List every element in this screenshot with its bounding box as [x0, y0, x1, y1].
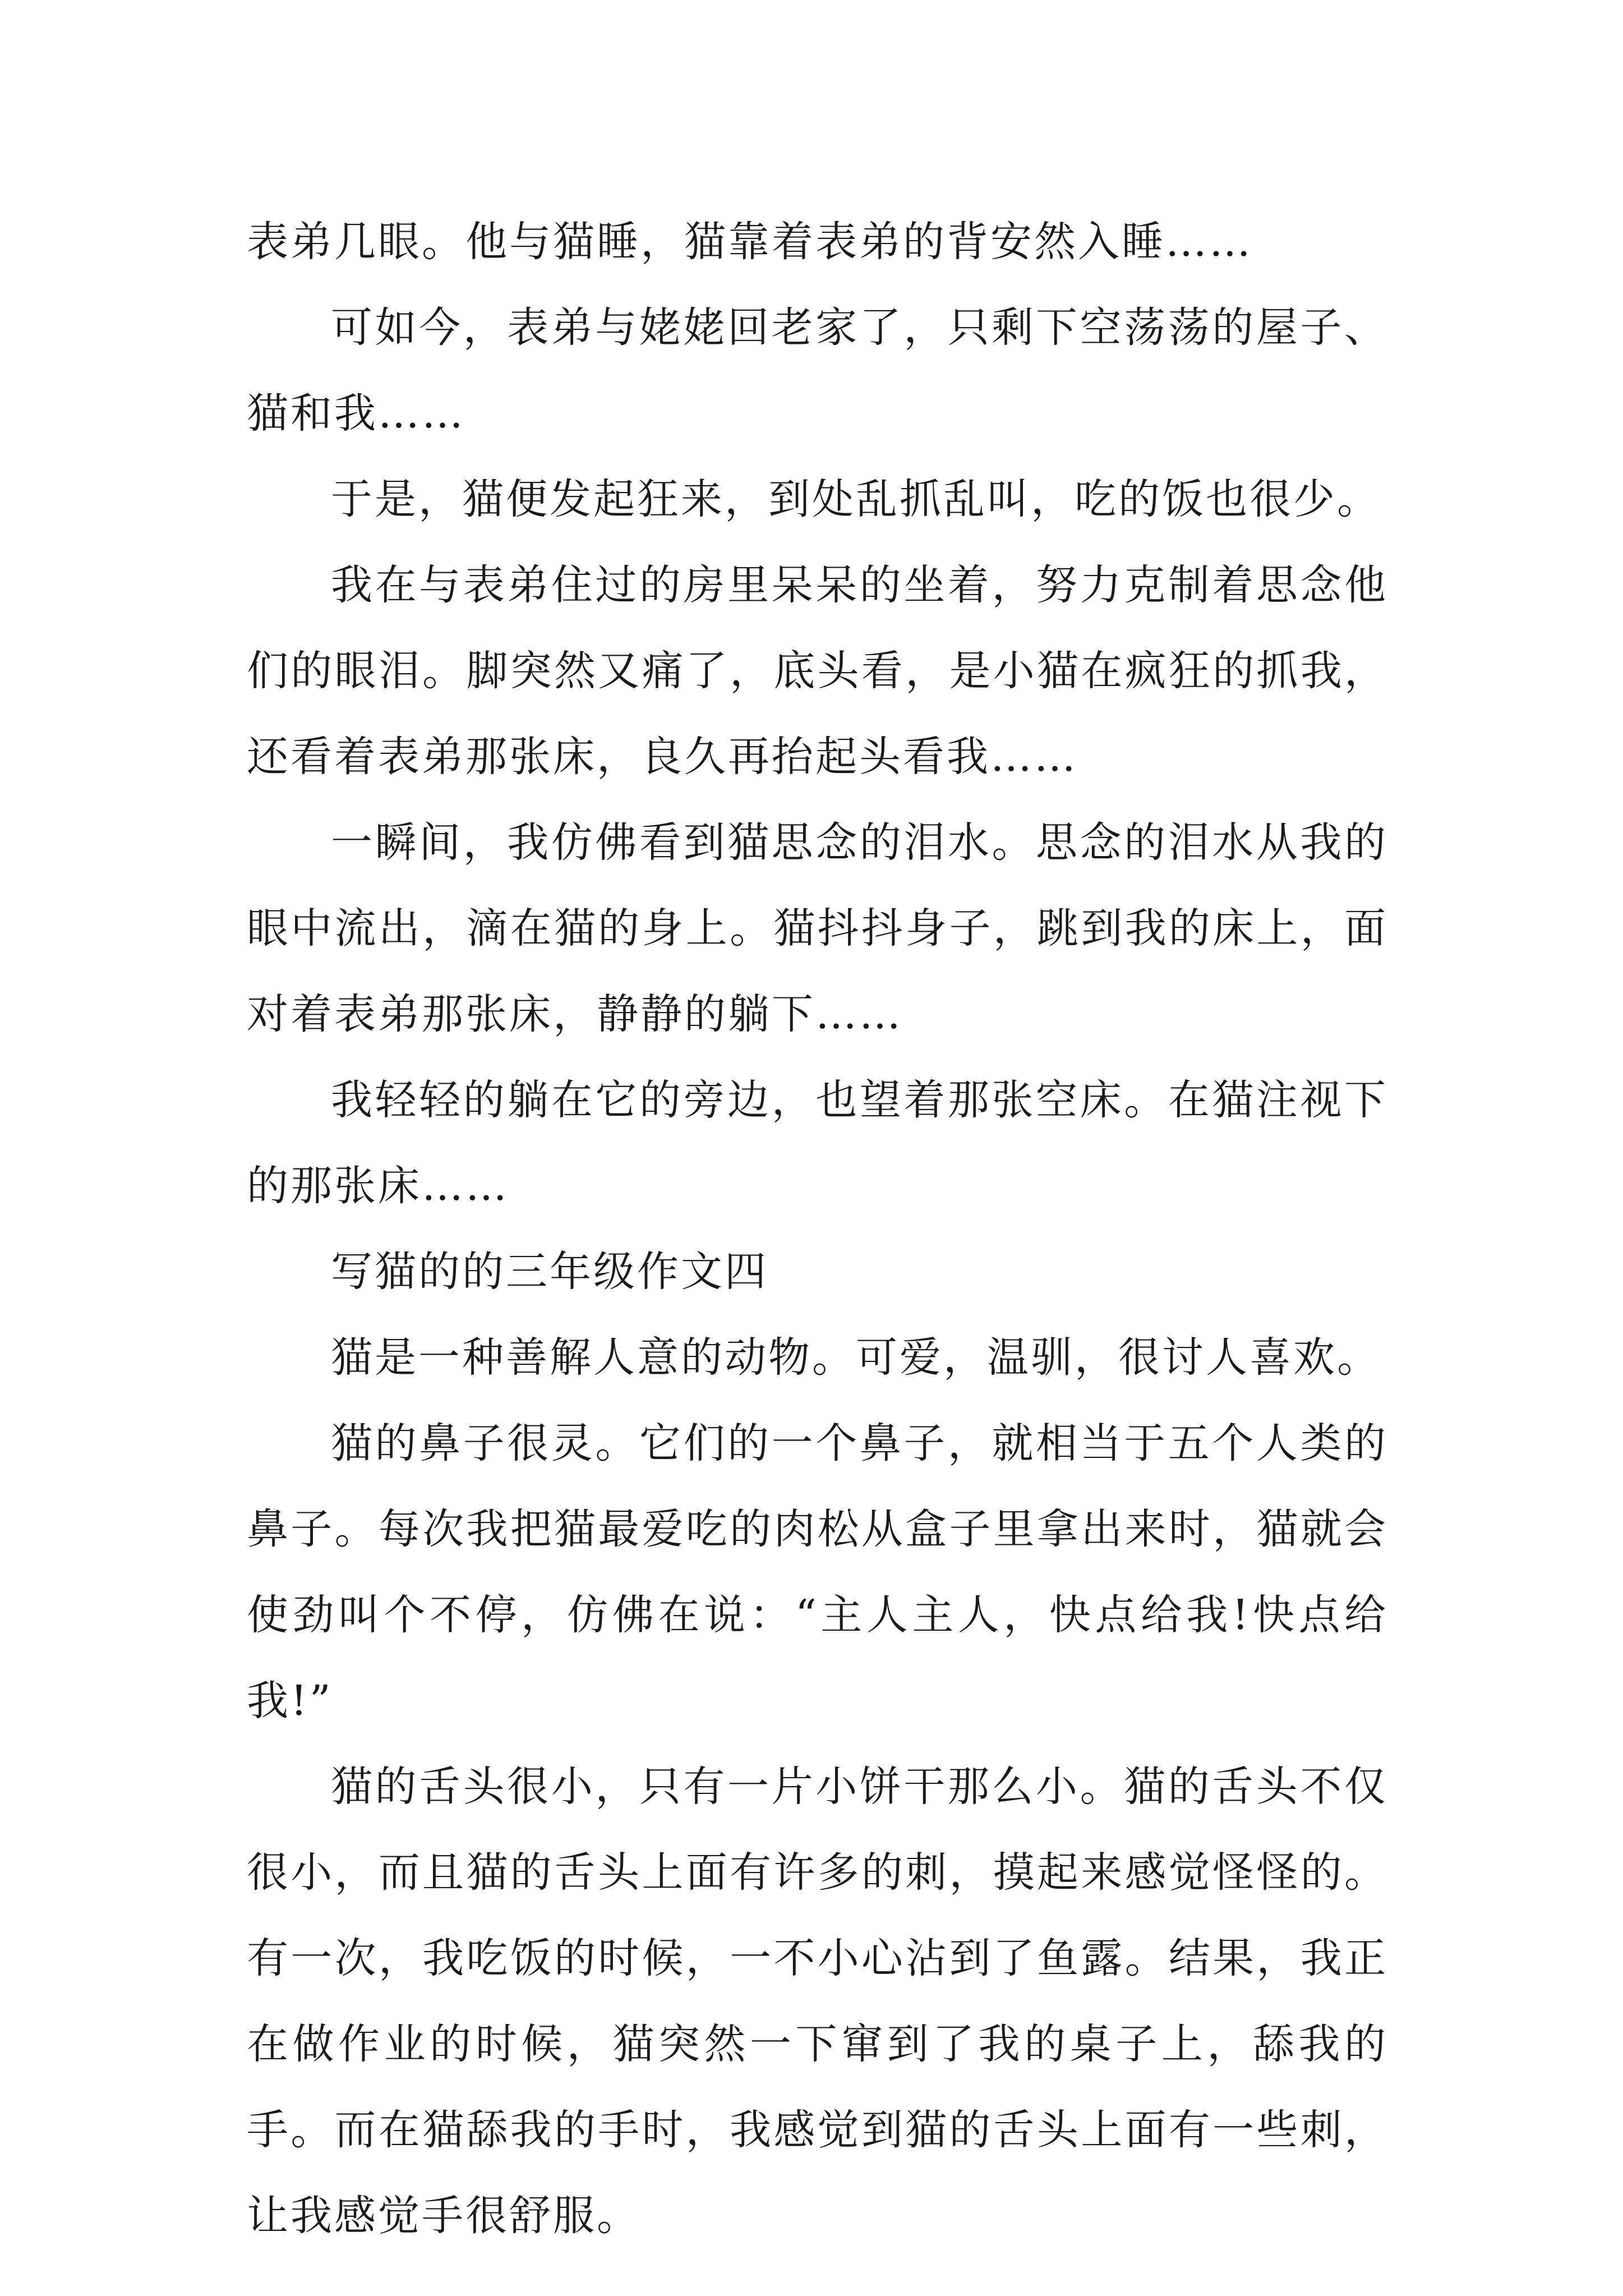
paragraph: 猫的舌头很小，只有一片小饼干那么小。猫的舌头不仅很小，而且猫的舌头上面有许多的刺，摸起来感觉怪怪的。有一次，我吃饭的时候，一不小心沾到了鱼露。结果，我正在做作业的时候，猫突然一下窜到了我的桌子上，舔我的手。而在猫舔我的手时，我感觉到猫的舌头上面有一些刺，让我感觉手很舒服。 [247, 1763, 1388, 2240]
paragraph: 表弟几眼。他与猫睡，猫靠着表弟的背安然入睡…… [247, 218, 1253, 266]
paragraph: 猫的鼻子很灵。它们的一个鼻子，就相当于五个人类的鼻子。每次我把猫最爱吃的肉松从盒子里拿出来时，猫就会使劲叫个不停，仿佛在说：“主人主人，快点给我!快点给我!” [247, 1419, 1388, 1725]
paragraph: 一瞬间，我仿佛看到猫思念的泪水。思念的泪水从我的眼中流出，滴在猫的身上。猫抖抖身子，跳到我的床上，面对着表弟那张床，静静的躺下…… [247, 818, 1388, 1038]
paragraph: 我在与表弟住过的房里呆呆的坐着，努力克制着思念他们的眼泪。脚突然又痛了，底头看，是小猫在疯狂的抓我，还看着表弟那张床，良久再抬起头看我…… [247, 561, 1388, 781]
paragraph: 猫是一种善解人意的动物。可爱，温驯，很讨人喜欢。 [331, 1333, 1381, 1382]
section-heading: 写猫的的三年级作文四 [331, 1248, 768, 1296]
document-body [247, 199, 1388, 2259]
paragraph: 于是，猫便发起狂来，到处乱抓乱叫，吃的饭也很少。 [331, 475, 1381, 523]
paragraph: 可如今，表弟与姥姥回老家了，只剩下空荡荡的屋子、猫和我…… [247, 303, 1388, 438]
paragraph: 我轻轻的躺在它的旁边，也望着那张空床。在猫注视下的那张床…… [247, 1076, 1388, 1210]
